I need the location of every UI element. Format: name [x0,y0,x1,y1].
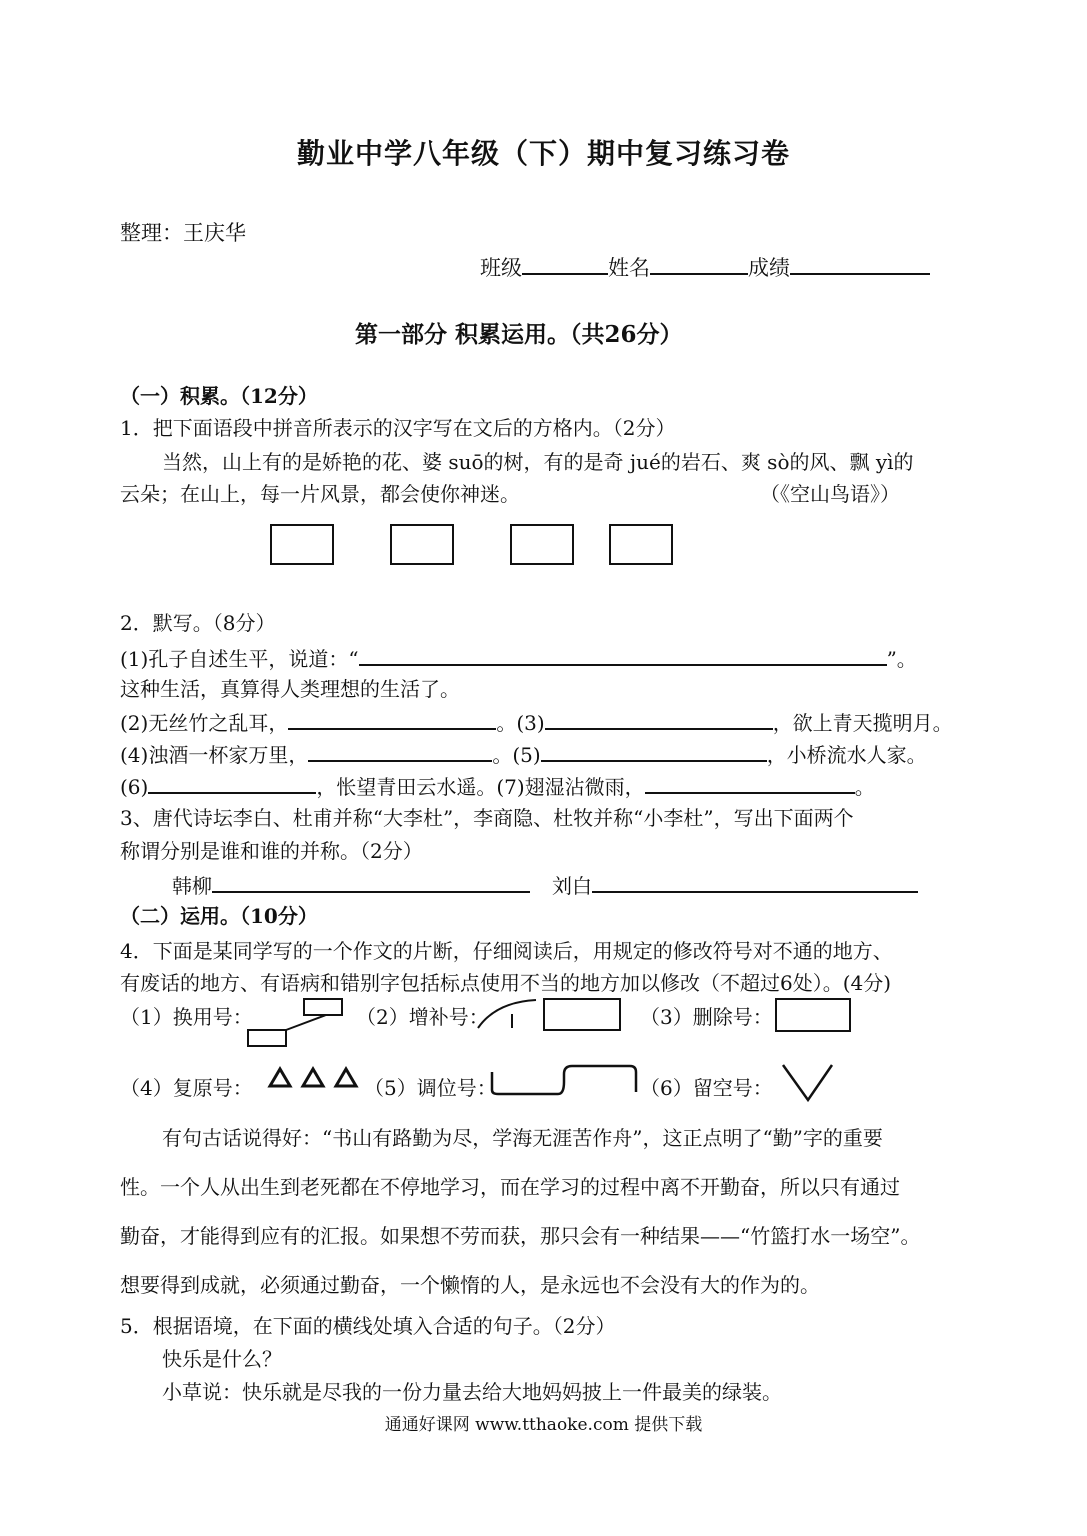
footer: 通通好课网 www.tthaoke.com 提供下载 [384,1415,703,1435]
blank-q2-2[interactable] [288,708,496,730]
class-label: 班级 [480,256,522,280]
q2-l3a: (2)无丝竹之乱耳， [120,711,289,735]
q2-line5 [120,772,875,800]
q5-line1: 快乐是什么？ [162,1347,282,1371]
name-field[interactable] [650,253,748,275]
q2-l5b: ，怅望青田云水遥。(7)翅湿沾微雨， [316,775,645,799]
q2-l4b: 。(5) [492,743,541,767]
q4-stem2: 有废话的地方、有语病和错别字包括标点使用不当的地方加以修改（不超过6处）。(4分) [120,971,892,995]
q3-stem2: 称谓分别是谁和谁的并称。（2分） [120,839,423,863]
q1-passage-line1: 当然，山上有的是娇艳的花、婆 suō的树，有的是奇 jué的岩石、爽 sò的风、飘 yì的 [162,450,914,474]
q1-passage-line2: 云朵；在山上，每一片风景，都会使你神迷。 [120,482,520,506]
transpose-mark-icon [488,1062,640,1098]
replace-mark-icon [244,996,354,1052]
blank-q2-1[interactable] [359,644,887,666]
answer-box-4[interactable] [609,524,673,565]
q5-stem: 5．根据语境，在下面的横线处填入合适的句子。（2分） [120,1314,616,1338]
q4-passage-line2: 性。一个人从出生到老死都在不停地学习，而在学习的过程中离不开勤奋，所以只有通过 [120,1175,900,1199]
blank-q3-b[interactable] [592,871,918,893]
q1-stem: 1．把下面语段中拼音所表示的汉字写在文后的方格内。（2分） [120,416,676,440]
q2-line1 [120,644,917,672]
part1-heading: 第一部分 积累运用。（共26分） [355,321,683,348]
q3-answers [172,871,918,899]
q2-line4 [120,740,927,768]
q3-label-b: 刘白 [552,874,592,898]
q4-stem1: 4．下面是某同学写的一个作文的片断，仔细阅读后，用规定的修改符号对不通的地方、 [120,939,893,963]
blank-q2-6[interactable] [148,772,316,794]
sym-label-2: （2）增补号： [356,1005,489,1029]
sym-label-3: （3）删除号： [640,1005,773,1029]
q2-l4a: (4)浊酒一杯家万里， [120,743,309,767]
q2-l5c: 。 [854,775,875,799]
answer-box-2[interactable] [390,524,454,565]
section2-heading: （二）运用。（10分） [120,904,318,928]
q2-l1a: (1)孔子自述生平，说道：“ [120,647,359,671]
delete-mark-icon [775,998,851,1032]
sym-label-1: （1）换用号： [120,1005,253,1029]
sym-label-4: （4）复原号： [120,1076,253,1100]
blank-q2-4[interactable] [308,740,492,762]
q2-line3 [120,708,953,736]
sym-label-6: （6）留空号： [640,1076,773,1100]
q2-l3b: 。(3) [496,711,545,735]
blank-q2-5[interactable] [541,740,767,762]
q3-label-a: 韩柳 [172,874,212,898]
insert-mark-icon [476,996,626,1036]
class-field[interactable] [522,253,608,275]
q2-line2: 这种生活，真算得人类理想的生活了。 [120,677,460,701]
q1-source: （《空山鸟语》） [760,482,900,506]
blank-q2-7[interactable] [645,772,855,794]
sym-label-5: （5）调位号： [364,1076,497,1100]
q4-passage-line3: 勤奋，才能得到应有的汇报。如果想不劳而获，那只会有一种结果——“竹篮打水一场空”。 [120,1224,921,1248]
blank-q3-a[interactable] [212,871,530,893]
page-title: 勤业中学八年级（下）期中复习练习卷 [296,137,790,170]
answer-box-1[interactable] [270,524,334,565]
q5-line2: 小草说：快乐就是尽我的一份力量去给大地妈妈披上一件最美的绿装。 [162,1380,782,1404]
score-field[interactable] [790,253,930,275]
section1-heading: （一）积累。（12分） [120,384,318,408]
answer-box-3[interactable] [510,524,574,565]
q2-l5a: (6) [120,775,149,799]
q2-l1b: ”。 [886,647,917,671]
compiler: 整理：王庆华 [120,221,246,245]
q3-stem1: 3、唐代诗坛李白、杜甫并称“大李杜”，李商隐、杜牧并称“小李杜”，写出下面两个 [120,806,854,830]
space-mark-icon [780,1062,836,1104]
q2-l4c: ，小桥流水人家。 [766,743,927,767]
q2-stem: 2．默写。（8分） [120,611,276,635]
student-info-row [480,253,930,281]
q2-l3c: ，欲上青天揽明月。 [772,711,953,735]
restore-mark-icon [268,1066,362,1090]
q4-passage-line4: 想要得到成就，必须通过勤奋，一个懒惰的人，是永远也不会没有大的作为的。 [120,1273,820,1297]
name-label: 姓名 [608,256,650,280]
score-label: 成绩 [748,256,790,280]
blank-q2-3[interactable] [545,708,773,730]
q4-passage-line1: 有句古话说得好：“书山有路勤为尽，学海无涯苦作舟”，这正点明了“勤”字的重要 [162,1126,883,1150]
